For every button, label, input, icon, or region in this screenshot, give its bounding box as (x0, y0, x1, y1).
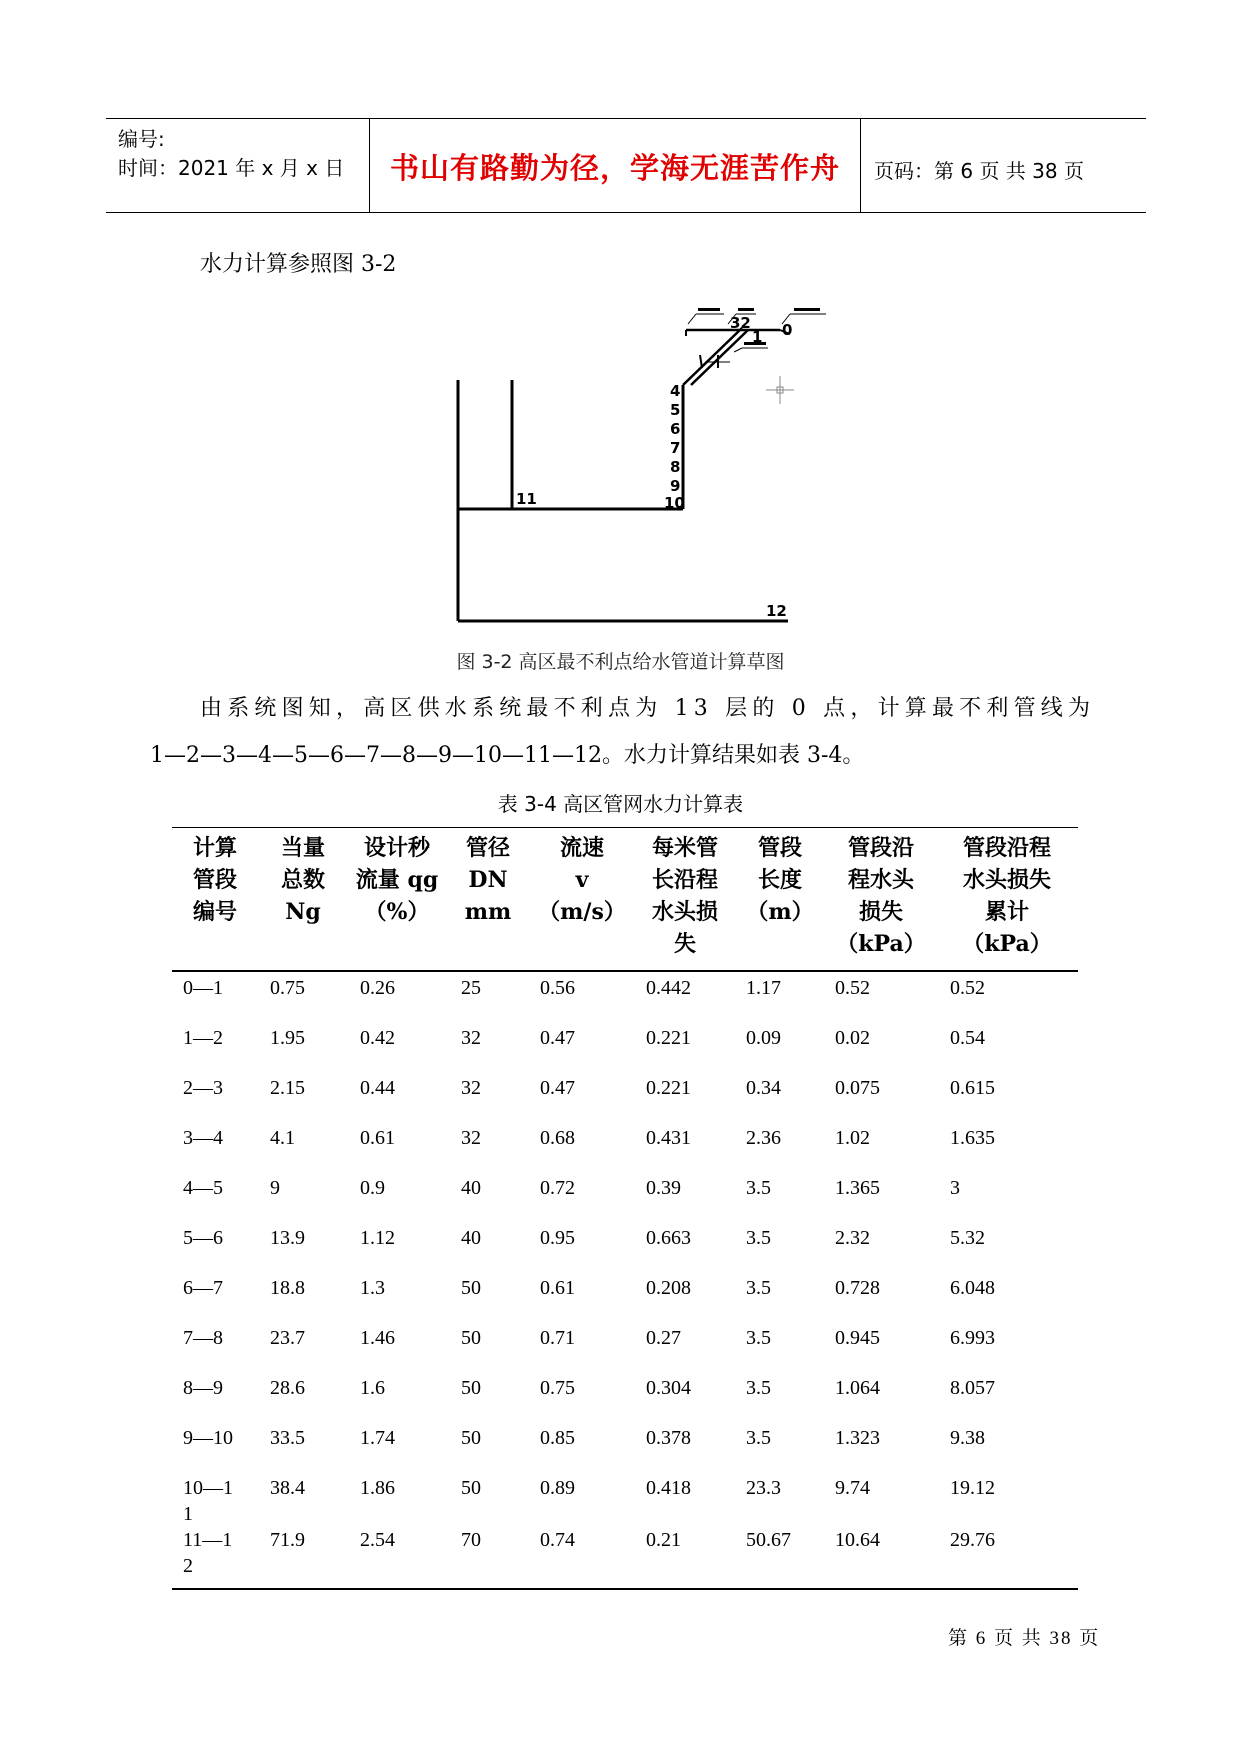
table-header-cell (175, 832, 255, 928)
table-cell: 9—10 (183, 1427, 233, 1449)
table-row (0, 1375, 1241, 1423)
table-caption: 表 3-4 高区管网水力计算表 (497, 792, 744, 816)
table-cell: 0.75 (540, 1377, 575, 1399)
table-cell: 33.5 (270, 1427, 305, 1449)
table-cell: 0.68 (540, 1127, 575, 1149)
table-header-line: mm (464, 899, 512, 925)
table-header-line: 管段 (757, 835, 802, 861)
table-header-cell (532, 832, 632, 928)
table-cell: 3.5 (746, 1427, 771, 1449)
table-cell: 0.42 (360, 1027, 395, 1049)
table-cell: 8.057 (950, 1377, 995, 1399)
table-cell: 0.89 (540, 1477, 575, 1499)
table-cell: 1.365 (835, 1177, 880, 1199)
table-row (0, 1527, 1241, 1575)
analysis-paragraph-line-1: 由系统图知，高区供水系统最不利点为 13 层的 0 点，计算最不利管线为 (200, 696, 1096, 721)
table-cell: 50 (461, 1427, 481, 1449)
intro-paragraph: 水力计算参照图 3-2 (200, 252, 397, 277)
table-cell: 1.3 (360, 1277, 385, 1299)
table-cell: 13.9 (270, 1227, 305, 1249)
table-cell: 9.38 (950, 1427, 985, 1449)
table-row (0, 975, 1241, 1023)
table-row (0, 1425, 1241, 1473)
header-divider-left (369, 118, 370, 213)
table-header-line: （kPa） (836, 931, 926, 957)
table-cell: 1.323 (835, 1427, 880, 1449)
table-cell: 9.74 (835, 1477, 870, 1499)
table-cell: 0.075 (835, 1077, 880, 1099)
table-cell: 50 (461, 1327, 481, 1349)
node-label-12: 12 (766, 602, 787, 620)
table-cell: 0.728 (835, 1277, 880, 1299)
table-cell: 40 (461, 1177, 481, 1199)
table-header-line: 计算 (192, 835, 237, 861)
table-cell: 0.221 (646, 1077, 691, 1099)
node-label-7: 7 (670, 439, 681, 457)
table-cell: 0.47 (540, 1027, 575, 1049)
table-cell: 19.12 (950, 1477, 995, 1499)
table-cell: 50 (461, 1477, 481, 1499)
table-cell: 0.431 (646, 1127, 691, 1149)
table-cell: 0.27 (646, 1327, 681, 1349)
table-header-line: 失 (673, 931, 696, 957)
table-cell: 0.52 (950, 977, 985, 999)
table-cell: 1.635 (950, 1127, 995, 1149)
table-cell: 1.86 (360, 1477, 395, 1499)
table-cell: 7—8 (183, 1327, 223, 1349)
header-number-label: 编号: (118, 127, 165, 151)
table-cell: 29.76 (950, 1529, 995, 1551)
table-cell: 0.378 (646, 1427, 691, 1449)
header-top-rule (106, 118, 1146, 119)
node-label-32: 32 (730, 314, 751, 332)
table-header-line: 管段 (192, 867, 237, 893)
table-cell: 3.5 (746, 1177, 771, 1199)
table-cell: 50 (461, 1377, 481, 1399)
table-cell: 1.74 (360, 1427, 395, 1449)
table-row (0, 1125, 1241, 1173)
table-cell: 0.26 (360, 977, 395, 999)
table-cell: 4.1 (270, 1127, 295, 1149)
table-cell: 3—4 (183, 1127, 223, 1149)
table-cell: 1.12 (360, 1227, 395, 1249)
table-cell: 0.208 (646, 1277, 691, 1299)
table-header-line: （%） (364, 899, 430, 925)
table-cell: 0.56 (540, 977, 575, 999)
table-header-line: 管段沿程 (962, 835, 1051, 861)
table-cell: 0.615 (950, 1077, 995, 1099)
table-cell: 32 (461, 1127, 481, 1149)
table-row (0, 1275, 1241, 1323)
table-row (0, 1075, 1241, 1123)
table-header-line: 损失 (858, 899, 903, 925)
table-cell: 6.048 (950, 1277, 995, 1299)
page-footer: 第 6 页 共 38 页 (948, 1628, 1101, 1649)
table-cell: 32 (461, 1077, 481, 1099)
table-row (0, 1325, 1241, 1373)
node-label-11: 11 (516, 490, 537, 508)
table-cell: 1.46 (360, 1327, 395, 1349)
header-time-label: 时间：2021 年 x 月 x 日 (118, 156, 345, 180)
table-header-line: （m） (746, 899, 814, 925)
table-cell: 0.304 (646, 1377, 691, 1399)
node-label-1: 1 (752, 328, 763, 346)
node-label-4: 4 (670, 382, 681, 400)
table-cell: 11—1 2 (183, 1529, 233, 1577)
table-cell: 28.6 (270, 1377, 305, 1399)
table-cell: 70 (461, 1529, 481, 1551)
table-cell: 2.54 (360, 1529, 395, 1551)
table-cell: 3.5 (746, 1377, 771, 1399)
table-cell: 0.95 (540, 1227, 575, 1249)
table-cell: 6.993 (950, 1327, 995, 1349)
table-cell: 0.945 (835, 1327, 880, 1349)
header-page-label: 页码：第 6 页 共 38 页 (874, 159, 1084, 183)
table-header-line: v (575, 867, 589, 893)
node-label-9: 9 (670, 477, 681, 495)
table-header-line: （m/s） (538, 899, 626, 925)
node-label-5: 5 (670, 401, 681, 419)
header-motto: 书山有路勤为径，学海无涯苦作舟 (389, 151, 840, 185)
table-header-line: 当量 (280, 835, 325, 861)
table-header-line: 总数 (280, 867, 325, 893)
table-cell: 0.21 (646, 1529, 681, 1551)
table-cell: 71.9 (270, 1529, 305, 1551)
table-cell: 1.95 (270, 1027, 305, 1049)
table-cell: 8—9 (183, 1377, 223, 1399)
table-cell: 50 (461, 1277, 481, 1299)
table-cell: 1.17 (746, 977, 781, 999)
table-header-cell (826, 832, 936, 960)
table-header-line: 流量 qg (355, 867, 439, 893)
table-cell: 9 (270, 1177, 280, 1199)
diagonal-pipe-a (683, 328, 742, 385)
table-header-cell (942, 832, 1072, 960)
table-header-line: Ng (285, 899, 321, 925)
table-cell: 32 (461, 1027, 481, 1049)
table-cell: 0.44 (360, 1077, 395, 1099)
table-cell: 10.64 (835, 1529, 880, 1551)
table-header-line: （kPa） (962, 931, 1052, 957)
table-row (0, 1475, 1241, 1523)
pipe-network-sketch (440, 290, 860, 630)
table-cell: 2.36 (746, 1127, 781, 1149)
table-header-line: 流速 (559, 835, 604, 861)
table-row (0, 1025, 1241, 1073)
table-header-line: DN (468, 867, 508, 893)
table-header-line: 累计 (984, 899, 1029, 925)
table-header-line: 编号 (192, 899, 237, 925)
table-cell: 1.02 (835, 1127, 870, 1149)
table-cell: 5.32 (950, 1227, 985, 1249)
table-cell: 0.71 (540, 1327, 575, 1349)
table-cell: 18.8 (270, 1277, 305, 1299)
table-header-line: 水头损 (651, 899, 718, 925)
table-header-cell (448, 832, 528, 928)
figure-caption: 图 3-2 高区最不利点给水管道计算草图 (456, 651, 785, 673)
table-header-line: 长沿程 (651, 867, 718, 893)
table-header-line: 水头损失 (962, 867, 1051, 893)
table-cell: 0.74 (540, 1529, 575, 1551)
table-cell: 1.6 (360, 1377, 385, 1399)
table-cell: 0.9 (360, 1177, 385, 1199)
table-header-cell (342, 832, 452, 928)
table-cell: 10—1 1 (183, 1477, 233, 1525)
table-header-line: 程水头 (847, 867, 914, 893)
table-cell: 0.54 (950, 1027, 985, 1049)
header-bottom-rule (106, 212, 1146, 213)
table-cell: 2.32 (835, 1227, 870, 1249)
table-cell: 3.5 (746, 1227, 771, 1249)
table-cell: 2—3 (183, 1077, 223, 1099)
table-cell: 6—7 (183, 1277, 223, 1299)
table-cell: 40 (461, 1227, 481, 1249)
table-row (0, 1225, 1241, 1273)
table-cell: 0.663 (646, 1227, 691, 1249)
table-cell: 50.67 (746, 1529, 791, 1551)
table-cell: 0.221 (646, 1027, 691, 1049)
table-cell: 1.064 (835, 1377, 880, 1399)
table-header-line: 长度 (757, 867, 802, 893)
table-cell: 0.61 (360, 1127, 395, 1149)
table-top-rule (172, 827, 1078, 828)
table-cell: 3.5 (746, 1277, 771, 1299)
table-cell: 3 (950, 1177, 960, 1199)
table-cell: 38.4 (270, 1477, 305, 1499)
table-cell: 0.61 (540, 1277, 575, 1299)
node-label-8: 8 (670, 458, 681, 476)
table-header-rule (172, 970, 1078, 972)
table-cell: 0.75 (270, 977, 305, 999)
table-cell: 0.09 (746, 1027, 781, 1049)
table-header-cell (635, 832, 735, 960)
table-cell: 25 (461, 977, 481, 999)
table-cell: 0.85 (540, 1427, 575, 1449)
table-cell: 1—2 (183, 1027, 223, 1049)
table-cell: 2.15 (270, 1077, 305, 1099)
table-header-line: 设计秒 (363, 835, 430, 861)
table-cell: 0—1 (183, 977, 223, 999)
table-cell: 4—5 (183, 1177, 223, 1199)
table-header-cell (740, 832, 820, 928)
header-divider-right (860, 118, 861, 213)
table-cell: 0.418 (646, 1477, 691, 1499)
table-cell: 0.39 (646, 1177, 681, 1199)
table-bottom-rule (172, 1588, 1078, 1590)
table-header-line: 管径 (465, 835, 510, 861)
table-cell: 0.47 (540, 1077, 575, 1099)
table-cell: 0.52 (835, 977, 870, 999)
node-label-6: 6 (670, 420, 681, 438)
table-cell: 3.5 (746, 1327, 771, 1349)
table-header-line: 管段沿 (847, 835, 914, 861)
table-cell: 5—6 (183, 1227, 223, 1249)
table-cell: 23.7 (270, 1327, 305, 1349)
table-header-cell (263, 832, 343, 928)
table-cell: 0.34 (746, 1077, 781, 1099)
node-label-0: 0 (782, 321, 793, 339)
table-cell: 23.3 (746, 1477, 781, 1499)
table-row (0, 1175, 1241, 1223)
table-cell: 0.442 (646, 977, 691, 999)
table-cell: 0.02 (835, 1027, 870, 1049)
node-label-10: 10 (664, 494, 685, 512)
analysis-paragraph-line-2: 1—2—3—4—5—6—7—8—9—10—11—12。水力计算结果如表 3-4。 (150, 743, 865, 768)
table-header-line: 每米管 (651, 835, 718, 861)
table-cell: 0.72 (540, 1177, 575, 1199)
